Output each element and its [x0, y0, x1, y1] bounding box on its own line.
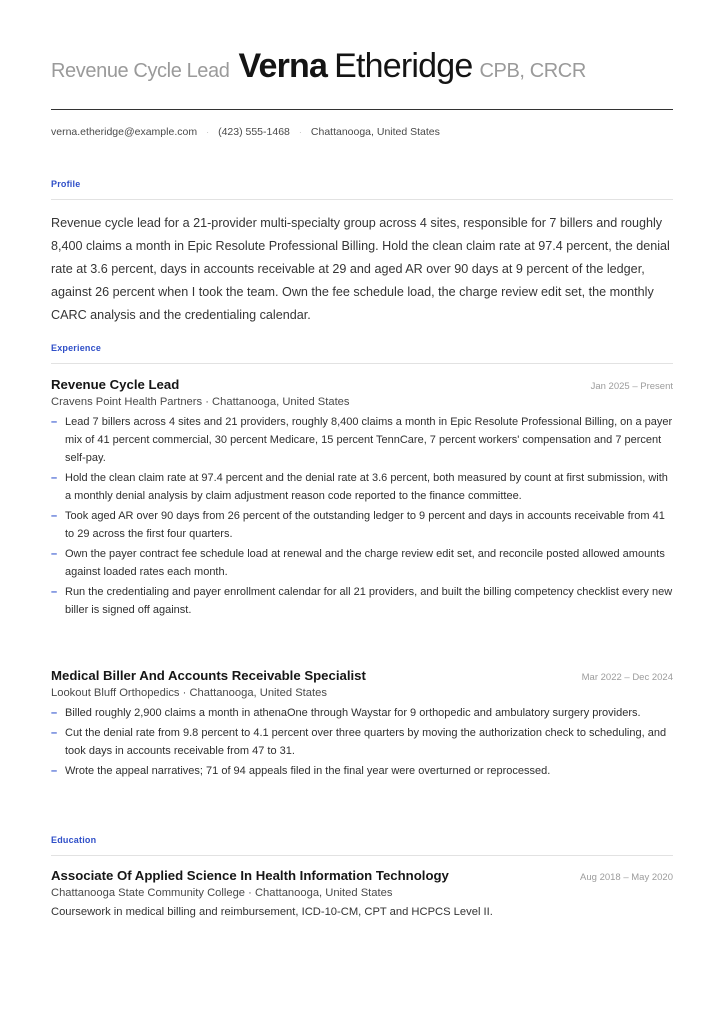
section-heading-experience: Experience [51, 343, 102, 353]
education-entry [51, 868, 673, 918]
first-name: Verna [238, 47, 328, 85]
experience-entry [51, 377, 673, 621]
section-divider [51, 855, 673, 856]
bullet-item: – Own the payer contract fee schedule load at renewal and the charge review edit set, and reconcile posted allowed amounts against loaded rates each month. [51, 545, 673, 581]
resume-header [51, 0, 673, 109]
job-bullets [51, 704, 673, 780]
entry-header [51, 668, 673, 683]
header-divider [51, 109, 673, 110]
job-dates: Jan 2025 – Present [590, 381, 673, 392]
contact-phone[interactable]: (423) 555-1468 [218, 126, 290, 138]
section-divider [51, 363, 673, 364]
school-name: Chattanooga State Community College · Chattanooga, United States [51, 887, 393, 899]
credentials: CPB, CRCR [479, 60, 586, 82]
job-title: Revenue Cycle Lead [51, 60, 230, 82]
entry-header [51, 868, 673, 883]
bullet-item: – Took aged AR over 90 days from 26 percent of the outstanding ledger to 9 percent and days in accounts receivable from 41 to 29 across the first four quarters. [51, 507, 673, 543]
bullet-item: – Billed roughly 2,900 claims a month in athenaOne through Waystar for 9 orthopedic and ambulatory surgery providers. [51, 704, 673, 722]
section-divider [51, 199, 673, 200]
bullet-item: – Wrote the appeal narratives; 71 of 94 appeals filed in the final year were overturned or reprocessed. [51, 762, 673, 780]
last-name: Etheridge [334, 47, 473, 85]
education-dates: Aug 2018 – May 2020 [580, 872, 673, 883]
bullet-item: – Cut the denial rate from 9.8 percent to 4.1 percent over three quarters by moving the authorization check to scheduling, and took days in accounts receivable from 47 to 31. [51, 724, 673, 760]
bullet-item: – Lead 7 billers across 4 sites and 21 providers, roughly 8,400 claims a month in Epic Resolute Professional Billing, on a payer mix of 41 percent commercial, 30 percent Medicare, 15 percent TennCare, 7 percent workers' compensation and 7 percent self-pay. [51, 413, 673, 467]
bullet-item: – Hold the clean claim rate at 97.4 percent and the denial rate at 3.6 percent, both measured by count at first submission, with a monthly denial analysis by claim adjustment reason code reported to the finance committee. [51, 469, 673, 505]
job-bullets [51, 413, 673, 619]
bullet-item: – Run the credentialing and payer enrollment calendar for all 21 providers, and built the billing competency checklist every new biller is signed off against. [51, 583, 673, 619]
job-organization: Cravens Point Health Partners · Chattanooga, United States [51, 396, 350, 408]
contact-separator: · [298, 127, 302, 137]
contact-separator: · [206, 127, 210, 137]
contact-email[interactable]: verna.etheridge@example.com [51, 126, 198, 138]
contact-line [51, 126, 440, 138]
job-role: Medical Biller And Accounts Receivable Specialist [51, 668, 366, 683]
profile-summary: Revenue cycle lead for a 21-provider multi-specialty group across 4 sites, responsible for 7 billers and roughly 8,400 claims a month in Epic Resolute Professional Billing. Hold the clean claim rate at 97.4 percent, the denial rate at 3.6 percent, days in accounts receivable at 29 and aged AR over 90 days at 9 percent of the ledger, against 26 percent when I took the team. Own the fee schedule load, the charge review edit set, the monthly CARC analysis and the credentialing calendar. [51, 216, 670, 322]
section-heading-education: Education [51, 835, 97, 845]
entry-header [51, 377, 673, 392]
job-dates: Mar 2022 – Dec 2024 [581, 672, 673, 683]
experience-entry [51, 668, 673, 782]
contact-location: Chattanooga, United States [310, 126, 440, 138]
section-heading-profile: Profile [51, 179, 81, 189]
job-role: Revenue Cycle Lead [51, 377, 180, 392]
job-organization: Lookout Bluff Orthopedics · Chattanooga, United States [51, 687, 327, 699]
degree-title: Associate Of Applied Science In Health Information Technology [51, 868, 449, 883]
coursework-note: Coursework in medical billing and reimbursement, ICD-10-CM, CPT and HCPCS Level II. [51, 906, 493, 918]
